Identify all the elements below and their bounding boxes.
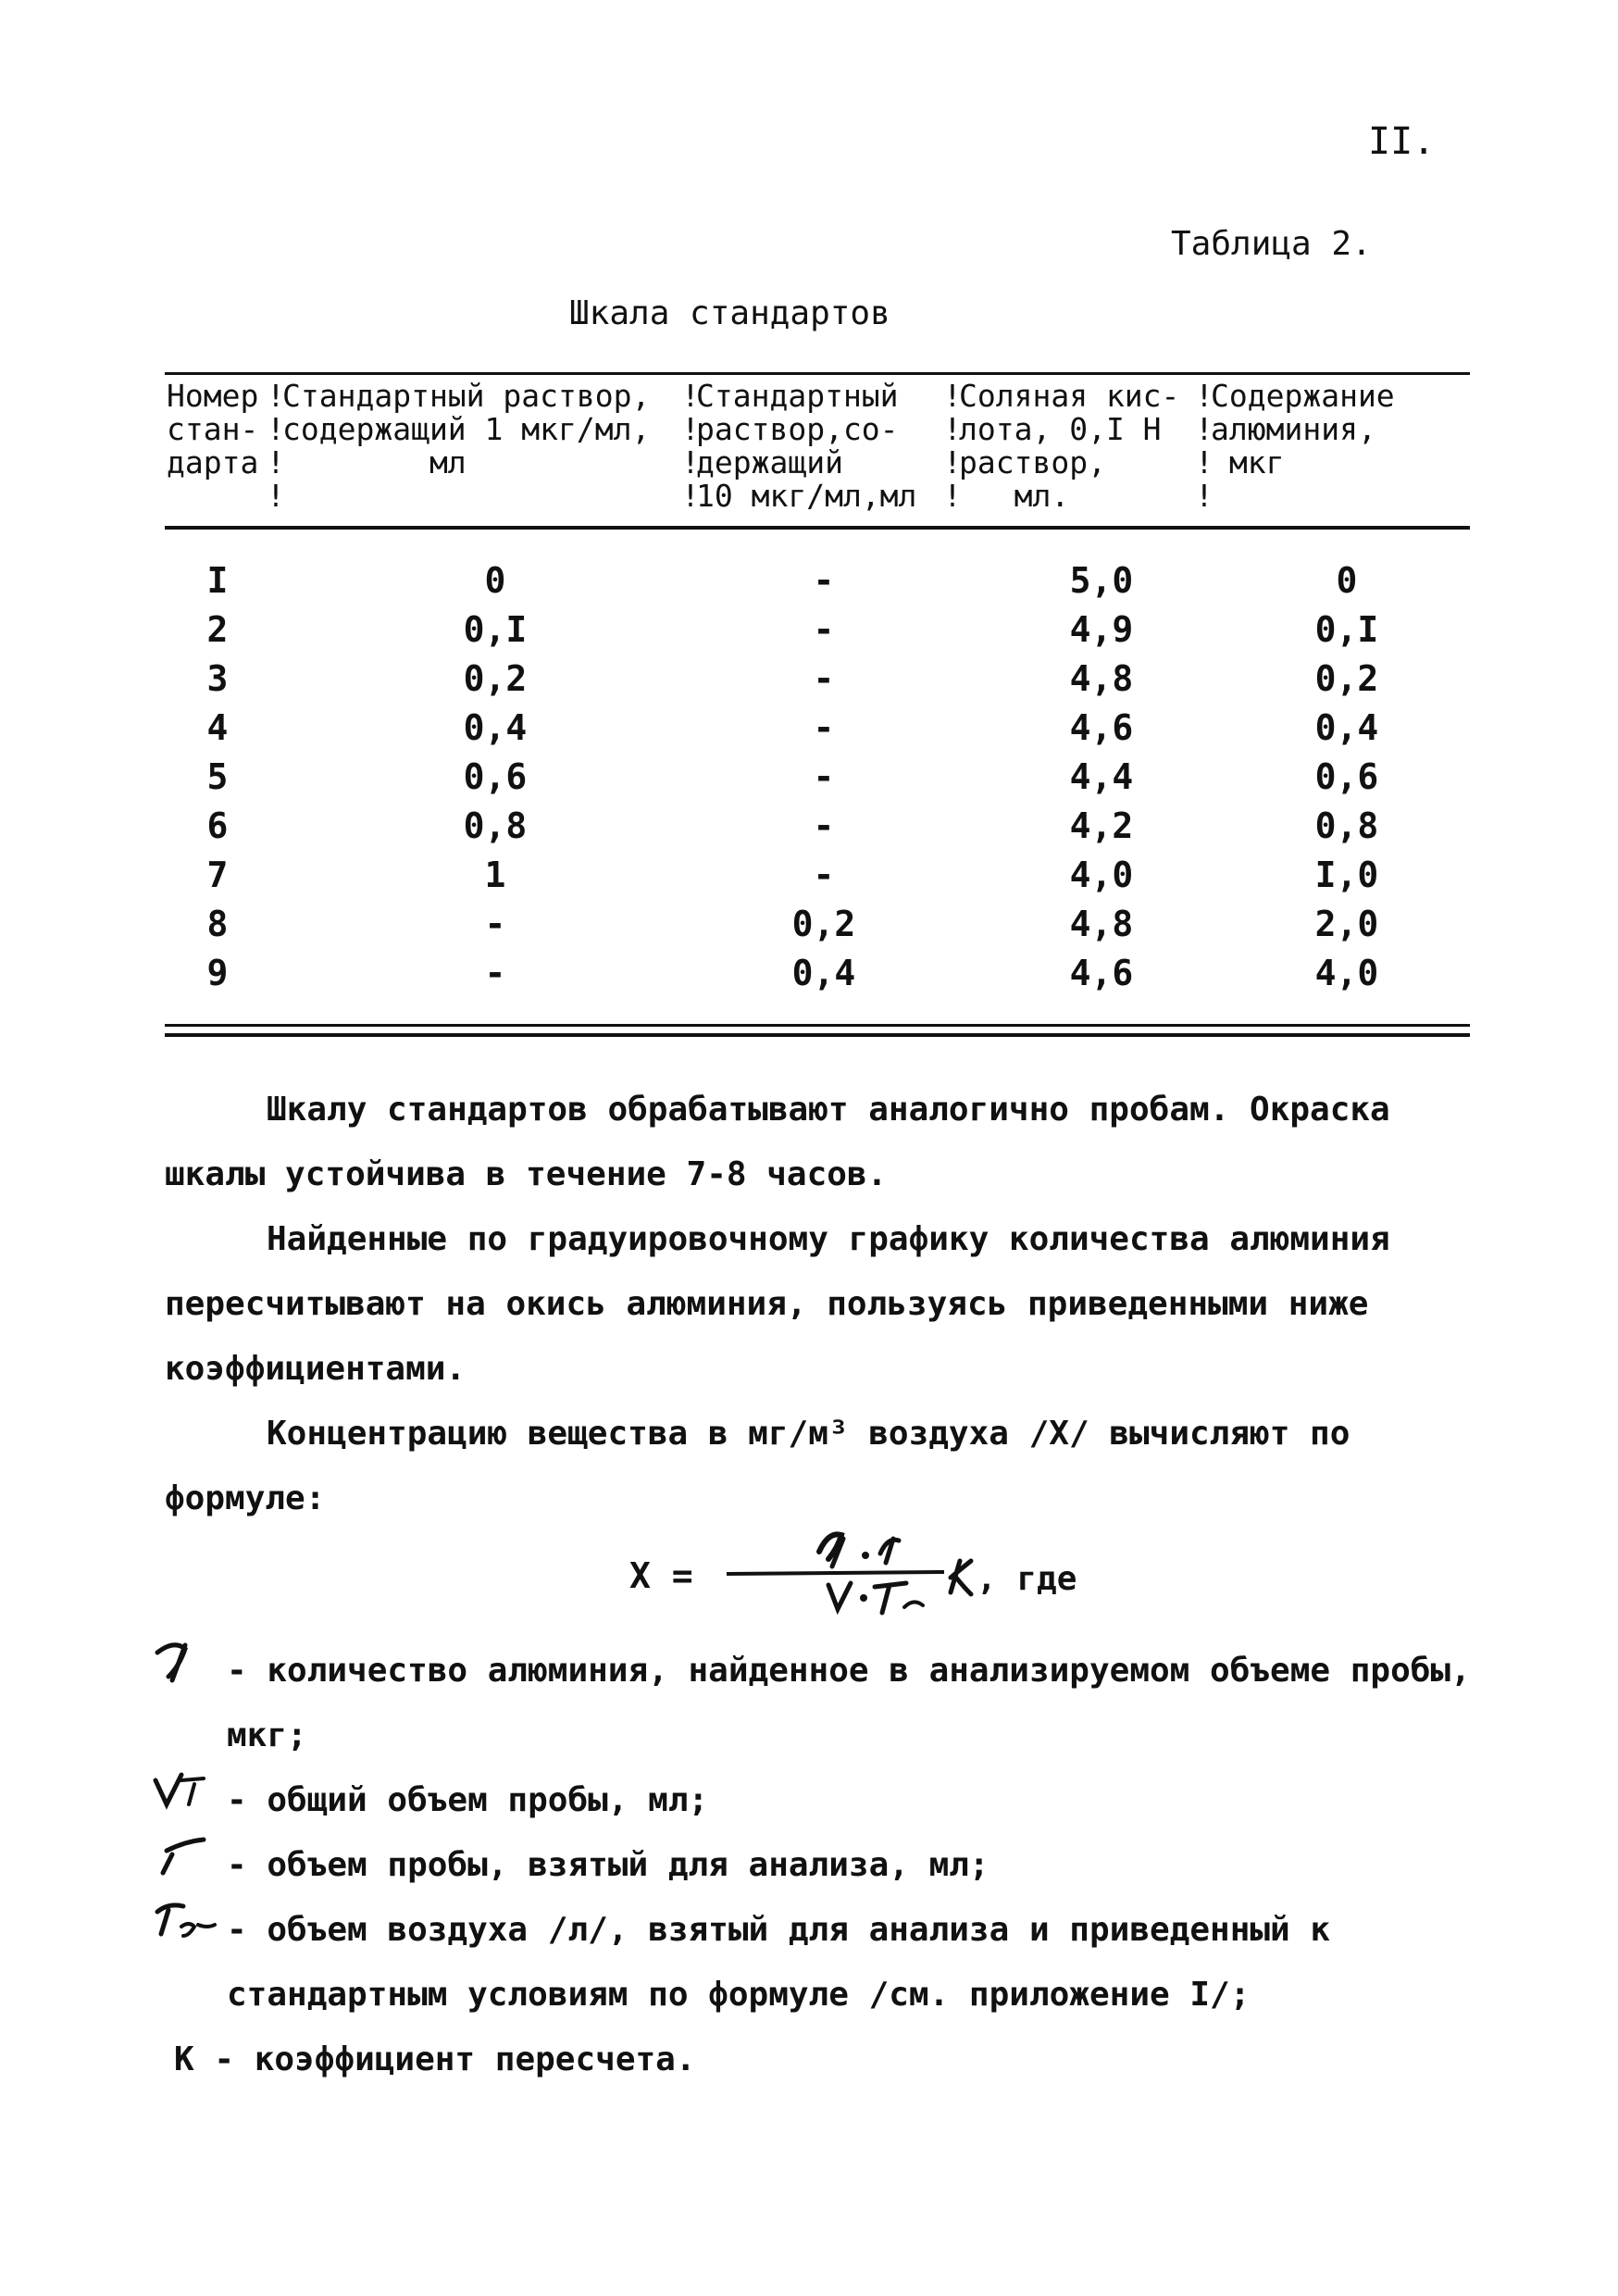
cell-number: 9 — [206, 953, 229, 993]
cell-solution-10: - — [813, 658, 835, 699]
formula-where: , где — [977, 1560, 1077, 1598]
cell-acid: 5,0 — [1069, 560, 1134, 601]
header-separator: ! ! ! ! — [267, 378, 285, 514]
header-separator: ! ! ! ! — [681, 378, 700, 514]
table-row — [0, 756, 1618, 805]
cell-aluminium: 0,4 — [1314, 707, 1379, 748]
cell-acid: 4,8 — [1069, 658, 1134, 699]
cell-aluminium: 0,I — [1314, 609, 1379, 650]
header-bottom-rule — [165, 526, 1470, 530]
cell-number: 4 — [206, 707, 229, 748]
cell-solution-1: - — [484, 904, 506, 944]
table-row — [0, 953, 1618, 1001]
cell-acid: 4,9 — [1069, 609, 1134, 650]
cell-aluminium: 0,8 — [1314, 805, 1379, 846]
cell-aluminium: 0,6 — [1314, 756, 1379, 797]
cell-number: 6 — [206, 805, 229, 846]
handwritten-v-symbol — [148, 1828, 222, 1884]
header-hydrochloric-acid: Соляная кис- лота, 0,I Н раствор, мл. — [959, 378, 1180, 514]
legend-text: К - коэффициент пересчета. — [174, 2040, 696, 2078]
cell-aluminium: I,0 — [1314, 855, 1379, 895]
cell-solution-10: - — [813, 756, 835, 797]
table-label: Таблица 2. — [1171, 225, 1372, 263]
cell-solution-1: 0,I — [463, 609, 528, 650]
cell-solution-1: 0 — [484, 560, 506, 601]
table-row — [0, 855, 1618, 903]
table-top-rule — [165, 372, 1470, 375]
cell-number: 7 — [206, 855, 229, 895]
cell-aluminium: 4,0 — [1314, 953, 1379, 993]
cell-solution-1: 0,4 — [463, 707, 528, 748]
header-separator: ! ! ! ! — [943, 378, 962, 514]
cell-solution-10: - — [813, 560, 835, 601]
cell-solution-1: - — [484, 953, 506, 993]
handwritten-v20-symbol — [148, 1893, 222, 1949]
cell-number: 3 — [206, 658, 229, 699]
formula-lhs: X = — [629, 1555, 693, 1596]
table-row — [0, 609, 1618, 657]
paragraph-recalculation: Найденные по градуировочному графику количества алюминия пересчитывают на окись алюминия, пользуясь приведенными ниже коэффициентами. — [165, 1220, 1390, 1388]
cell-acid: 4,6 — [1069, 953, 1134, 993]
cell-solution-10: 0,4 — [791, 953, 856, 993]
handwritten-fraction — [708, 1518, 1023, 1620]
header-standard-solution-1: Стандартный раствор, содержащий 1 мкг/мл, мл — [282, 378, 651, 480]
cell-solution-10: 0,2 — [791, 904, 856, 944]
table-row — [0, 707, 1618, 755]
cell-acid: 4,2 — [1069, 805, 1134, 846]
concentration-formula — [620, 1518, 1083, 1620]
cell-acid: 4,6 — [1069, 707, 1134, 748]
page-number: II. — [1368, 120, 1436, 163]
cell-solution-1: 1 — [484, 855, 506, 895]
table-row — [0, 904, 1618, 952]
table-bottom-rule — [165, 1024, 1470, 1027]
cell-solution-10: - — [813, 609, 835, 650]
cell-number: 5 — [206, 756, 229, 797]
table-title: Шкала стандартов — [569, 294, 890, 332]
cell-acid: 4,4 — [1069, 756, 1134, 797]
cell-acid: 4,0 — [1069, 855, 1134, 895]
cell-number: 2 — [206, 609, 229, 650]
legend-text: - объем пробы, взятый для анализа, мл; — [227, 1846, 989, 1884]
table-row — [0, 658, 1618, 706]
table-row — [0, 560, 1618, 608]
cell-solution-1: 0,8 — [463, 805, 528, 846]
header-standard-number: Номер стан- дарта — [167, 378, 259, 480]
handwritten-y-symbol — [148, 1634, 222, 1690]
header-separator: ! ! ! ! — [1195, 378, 1214, 514]
table-row — [0, 805, 1618, 854]
cell-solution-1: 0,2 — [463, 658, 528, 699]
table-bottom-rule — [165, 1033, 1470, 1037]
legend-text: - общий объем пробы, мл; — [227, 1781, 709, 1819]
handwritten-v1-symbol — [148, 1764, 222, 1819]
cell-acid: 4,8 — [1069, 904, 1134, 944]
cell-solution-10: - — [813, 707, 835, 748]
legend-text: - количество алюминия, найденное в анализируемом объеме пробы, мкг; — [227, 1652, 1471, 1754]
cell-solution-1: 0,6 — [463, 756, 528, 797]
legend-text: - объем воздуха /л/, взятый для анализа и приведенный к стандартным условиям по формуле /см. приложение I/; — [227, 1911, 1331, 2014]
cell-number: 8 — [206, 904, 229, 944]
paragraph-standards-processing: Шкалу стандартов обрабатывают аналогично пробам. Окраска шкалы устойчива в течение 7-8 часов. — [165, 1091, 1390, 1193]
cell-solution-10: - — [813, 805, 835, 846]
header-standard-solution-10: Стандартный раствор,со- держащий 10 мкг/мл,мл — [696, 378, 917, 514]
cell-number: I — [206, 560, 229, 601]
cell-aluminium: 0 — [1336, 560, 1358, 601]
paragraph-concentration: Концентрацию вещества в мг/м³ воздуха /Х/ вычисляют по формуле: — [165, 1415, 1350, 1517]
header-aluminium-content: Содержание алюминия, мкг — [1211, 378, 1395, 480]
cell-aluminium: 0,2 — [1314, 658, 1379, 699]
cell-aluminium: 2,0 — [1314, 904, 1379, 944]
cell-solution-10: - — [813, 855, 835, 895]
